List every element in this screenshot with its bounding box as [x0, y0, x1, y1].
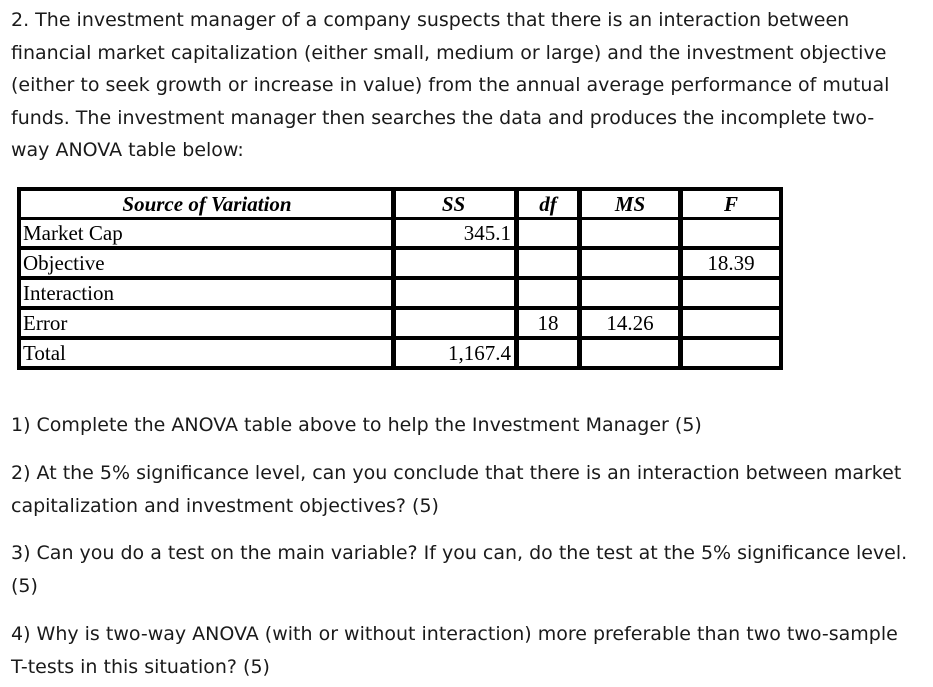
- row-source: Total: [20, 337, 392, 367]
- cell-f: [679, 307, 780, 337]
- cell-ss: 1,167.4: [392, 337, 515, 367]
- header-ms: MS: [578, 190, 679, 217]
- table-header-row: [20, 190, 780, 217]
- cell-ms: [578, 217, 679, 247]
- cell-ms: [578, 247, 679, 277]
- table-row: [20, 337, 780, 367]
- cell-f: [679, 217, 780, 247]
- cell-f: [679, 277, 780, 307]
- question-2: 2) At the 5% significance level, can you conclude that there is an interaction between market capitalization and investment objectives? (5): [11, 462, 902, 517]
- row-source: Objective: [20, 247, 392, 277]
- cell-ss: 345.1: [392, 217, 515, 247]
- cell-df: [515, 277, 578, 307]
- question-intro: 2. The investment manager of a company suspects that there is an interaction between financial market capitalization (either small, medium or large) and the investment objective (either to seek growth or increase in value) from the annual average performance of mutual funds. The investment manager then searches the data and produces the incomplete two-way ANOVA table below:: [11, 9, 890, 161]
- cell-ms: 14.26: [578, 307, 679, 337]
- header-df: df: [515, 190, 578, 217]
- cell-df: [515, 337, 578, 367]
- cell-df: 18: [515, 307, 578, 337]
- cell-ss: [392, 247, 515, 277]
- question-1: 1) Complete the ANOVA table above to help the Investment Manager (5): [11, 414, 702, 436]
- table-row: [20, 277, 780, 307]
- table-row: [20, 247, 780, 277]
- row-source: Interaction: [20, 277, 392, 307]
- cell-f: 18.39: [679, 247, 780, 277]
- header-f: F: [679, 190, 780, 217]
- table-row: [20, 307, 780, 337]
- cell-f: [679, 337, 780, 367]
- question-3: 3) Can you do a test on the main variable? If you can, do the test at the 5% significance level. (5): [11, 542, 908, 597]
- cell-df: [515, 247, 578, 277]
- row-source: Error: [20, 307, 392, 337]
- cell-ms: [578, 277, 679, 307]
- table-row: [20, 217, 780, 247]
- cell-ss: [392, 277, 515, 307]
- question-4: 4) Why is two-way ANOVA (with or without interaction) more preferable than two two-sample T-tests in this situation? (5): [11, 623, 898, 678]
- anova-table: [17, 187, 783, 370]
- header-ss: SS: [392, 190, 515, 217]
- row-source: Market Cap: [20, 217, 392, 247]
- cell-df: [515, 217, 578, 247]
- cell-ss: [392, 307, 515, 337]
- cell-ms: [578, 337, 679, 367]
- header-source: Source of Variation: [20, 190, 392, 217]
